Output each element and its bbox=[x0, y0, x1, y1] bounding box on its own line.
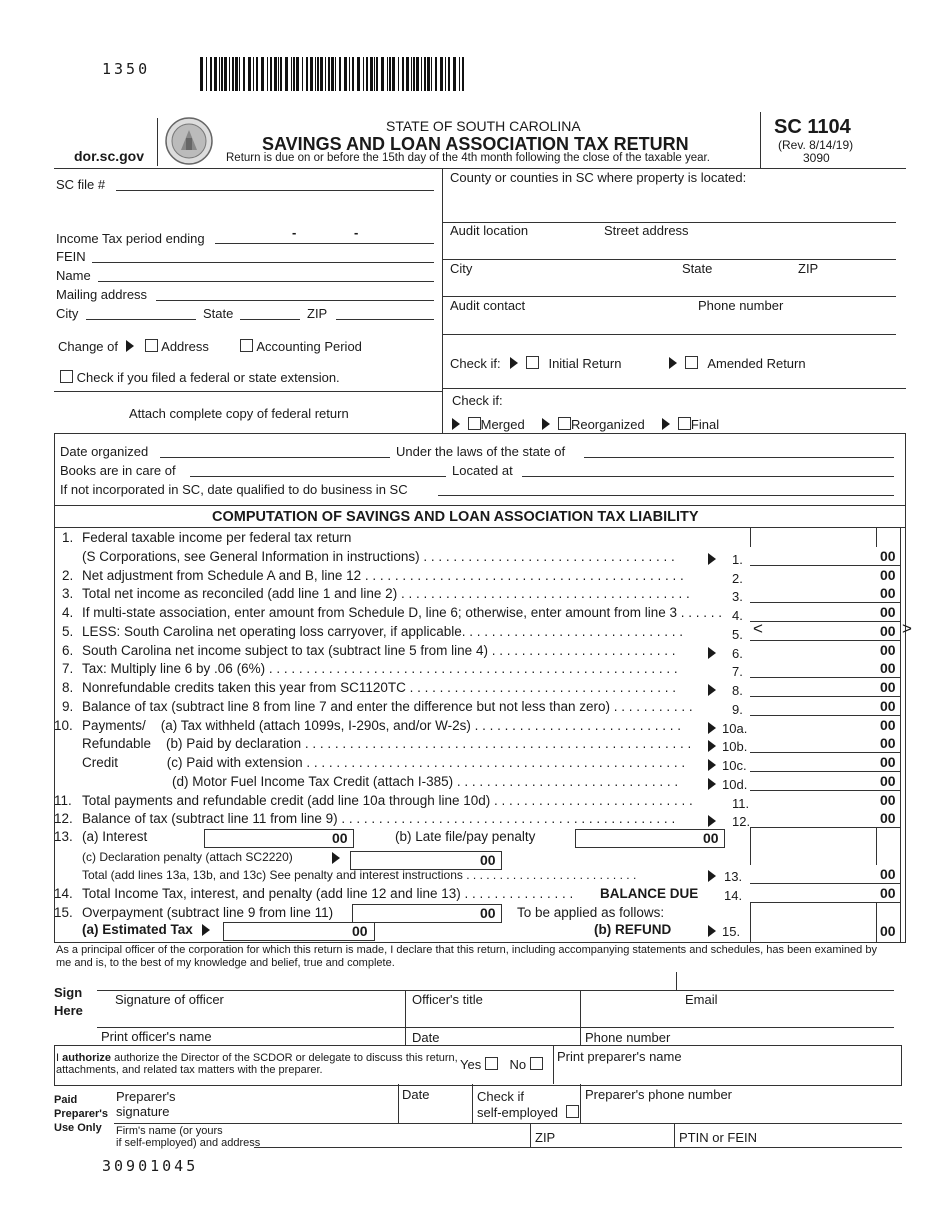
amount-field[interactable] bbox=[750, 716, 900, 735]
audit-phone-label: Phone number bbox=[698, 298, 784, 313]
name-label: Name bbox=[56, 268, 91, 283]
under-laws-label: Under the laws of the state of bbox=[396, 444, 566, 459]
authorize-i: I bbox=[56, 1052, 60, 1064]
arrow-icon bbox=[542, 418, 550, 430]
line-14-number: 14. bbox=[54, 886, 73, 901]
audit-city-label: City bbox=[450, 261, 473, 276]
line-text: Balance of tax (subtract line 11 from line 9) . . . . . . . . . . . . . . . . . . . . . . . . . . . . . . . . . . . . . . . . . . . . . bbox=[82, 811, 676, 827]
line-number: 7. bbox=[62, 661, 74, 677]
merged-label: Merged bbox=[480, 417, 525, 432]
line-13b-label: (b) Late file/pay penalty bbox=[395, 829, 536, 844]
barcode-bar bbox=[291, 57, 292, 91]
county-label: County or counties in SC where property is located: bbox=[450, 170, 747, 185]
final-label: Final bbox=[690, 417, 720, 432]
arrow-icon bbox=[669, 357, 677, 369]
paid-label: Paid bbox=[54, 1094, 78, 1106]
amount-cents: 00 bbox=[880, 735, 896, 752]
name-field[interactable] bbox=[98, 281, 434, 282]
arrow-icon bbox=[708, 739, 716, 754]
amount-cents: 00 bbox=[880, 716, 896, 733]
check-self-employed-1: Check if bbox=[477, 1089, 524, 1104]
zip-label: ZIP bbox=[307, 306, 328, 321]
audit-location-label: Audit location bbox=[450, 223, 529, 238]
line-text: South Carolina net income subject to tax (subtract line 5 from line 4) . . . . . . . . . . . . . . . . . . . . . . . . . bbox=[82, 642, 676, 658]
line-text: Refundable (b) Paid by declaration . . . . . . . . . . . . . . . . . . . . . . . . . . . . . . . . . . . . . . . . . . . . . . . . . . . . bbox=[82, 736, 692, 752]
use-only-label: Use Only bbox=[54, 1122, 102, 1134]
zip-field[interactable] bbox=[336, 319, 434, 320]
arrow-icon bbox=[708, 683, 716, 698]
line-text: (d) Motor Fuel Income Tax Credit (attach I-385) . . . . . . . . . . . . . . . . . . . . . . . . . . . . . . bbox=[82, 773, 679, 789]
line-text: Nonrefundable credits taken this year from SC1120TC . . . . . . . . . . . . . . . . . . . . . . . . . . . . . . . . . . . . bbox=[82, 680, 676, 695]
preparer-phone-label: Preparer's phone number bbox=[585, 1087, 733, 1102]
barcode-bar bbox=[229, 57, 230, 91]
line-13a-label: (a) Interest bbox=[82, 829, 148, 844]
extension-checkbox[interactable] bbox=[60, 370, 73, 383]
arrow-icon bbox=[708, 869, 716, 884]
date-organized-label: Date organized bbox=[60, 444, 149, 459]
preparer-date-label: Date bbox=[402, 1087, 430, 1102]
line-reference: 1. bbox=[732, 551, 743, 567]
check-if-return-row bbox=[450, 356, 806, 371]
period-dash: - bbox=[292, 225, 297, 240]
line-14-ref: 14. bbox=[724, 888, 743, 903]
accounting-period-checkbox[interactable] bbox=[240, 339, 253, 352]
barcode-bar bbox=[285, 57, 288, 91]
form-code-top: 1350 bbox=[102, 60, 151, 78]
form-title: SAVINGS AND LOAN ASSOCIATION TAX RETURN bbox=[262, 134, 689, 154]
line-13-number: 13. bbox=[54, 829, 73, 844]
barcode-bar bbox=[206, 57, 207, 91]
amount-cents: 00 bbox=[880, 791, 896, 808]
barcode-bar bbox=[296, 57, 299, 91]
audit-city-field[interactable] bbox=[442, 296, 896, 297]
line-14-label: Total Income Tax, interest, and penalty (add line 12 and line 13) . . . . . . . . . . . . . . . bbox=[82, 886, 574, 901]
barcode-bar bbox=[200, 57, 203, 91]
barcode-bar bbox=[366, 57, 368, 91]
state-field[interactable] bbox=[240, 319, 300, 320]
barcode-bar bbox=[424, 57, 426, 91]
preparers-label: Preparer's bbox=[54, 1108, 108, 1120]
line-13a-cents: 00 bbox=[332, 830, 348, 846]
books-label: Books are in care of bbox=[60, 463, 176, 478]
less-than-bracket: < bbox=[753, 619, 763, 638]
barcode-bar bbox=[235, 57, 238, 91]
line-reference: 8. bbox=[732, 683, 743, 698]
line-text: Net adjustment from Schedule A and B, line 12 . . . . . . . . . . . . . . . . . . . . . . . . . . . . . . . . . . . . . . . . . . . bbox=[82, 567, 684, 583]
line-number: 4. bbox=[62, 605, 74, 620]
barcode-bar bbox=[256, 57, 258, 91]
estimated-tax-cents: 00 bbox=[352, 923, 368, 939]
audit-address-field[interactable] bbox=[442, 259, 896, 260]
barcode-bar bbox=[253, 57, 254, 91]
arrow-icon bbox=[126, 340, 134, 352]
line-reference: 10d. bbox=[722, 776, 748, 792]
greater-than-bracket: > bbox=[902, 619, 912, 638]
barcode-bar bbox=[357, 57, 360, 91]
barcode-bar bbox=[349, 57, 350, 91]
barcode-bar bbox=[315, 57, 316, 91]
barcode-bar bbox=[440, 57, 443, 91]
barcode-bar bbox=[339, 57, 341, 91]
authorize-yes-no bbox=[460, 1057, 543, 1072]
state-seal-icon bbox=[164, 116, 214, 166]
period-label: Income Tax period ending bbox=[56, 231, 205, 246]
amount-field[interactable] bbox=[750, 603, 900, 622]
line-15-ref: 15. bbox=[722, 924, 741, 939]
barcode-bar bbox=[210, 57, 212, 91]
barcode-bar bbox=[453, 57, 456, 91]
estimated-tax-label: (a) Estimated Tax bbox=[82, 922, 193, 937]
line-number: 6. bbox=[62, 642, 74, 658]
declaration-text: As a principal officer of the corporation for which this return is made, I declare that this return, including accompanying statements and schedules, has been examined by me and is, to the best of my knowledge and belief, true and complete. bbox=[56, 944, 877, 969]
audit-state-label: State bbox=[682, 261, 713, 276]
barcode-bar bbox=[389, 57, 391, 91]
arrow-icon bbox=[510, 357, 518, 369]
state-name: STATE OF SOUTH CAROLINA bbox=[386, 118, 581, 134]
amount-field[interactable] bbox=[750, 791, 900, 810]
line-number: 2. bbox=[62, 567, 74, 583]
amount-cents: 00 bbox=[880, 622, 896, 639]
fein-field[interactable] bbox=[92, 262, 434, 263]
line-text: Total net income as reconciled (add line 1 and line 2) . . . . . . . . . . . . . . . . . . . . . . . . . . . . . . . . . . . . . . . bbox=[82, 586, 690, 602]
barcode-bar bbox=[331, 57, 334, 91]
line-number: 12. bbox=[54, 811, 73, 827]
self-employed-label: self-employed bbox=[477, 1105, 558, 1120]
books-field[interactable] bbox=[190, 476, 446, 477]
print-officer-label: Print officer's name bbox=[101, 1029, 212, 1044]
balance-due-label: BALANCE DUE bbox=[600, 886, 699, 901]
preparer-signature-label-1: Preparer's bbox=[116, 1089, 176, 1104]
amount-field[interactable] bbox=[750, 678, 900, 697]
change-of-label bbox=[58, 339, 362, 354]
no-label: No bbox=[509, 1057, 527, 1072]
barcode bbox=[198, 57, 470, 91]
amount-cents: 00 bbox=[880, 566, 896, 583]
barcode-bar bbox=[387, 57, 388, 91]
arrow-icon bbox=[332, 851, 340, 866]
line-reference: 10a. bbox=[722, 720, 748, 736]
not-incorporated-field[interactable] bbox=[438, 495, 894, 496]
barcode-bar bbox=[270, 57, 272, 91]
line-reference: 2. bbox=[732, 570, 743, 586]
barcode-bar bbox=[320, 57, 323, 91]
computation-title: COMPUTATION OF SAVINGS AND LOAN ASSOCIATION TAX LIABILITY bbox=[212, 509, 699, 525]
line-text: If multi-state association, enter amount from Schedule D, line 6; otherwise, enter amount from line 3 . . . . . . bbox=[82, 605, 723, 620]
barcode-bar bbox=[248, 57, 251, 91]
audit-contact-label: Audit contact bbox=[450, 298, 526, 313]
barcode-bar bbox=[411, 57, 412, 91]
barcode-bar bbox=[274, 57, 277, 91]
arrow-icon bbox=[662, 418, 670, 430]
address-checkbox[interactable] bbox=[145, 339, 158, 352]
barcode-bar bbox=[374, 57, 375, 91]
here-label: Here bbox=[54, 1003, 83, 1018]
line-reference: 10c. bbox=[722, 758, 747, 773]
line-reference: 11. bbox=[732, 795, 750, 811]
applied-label: To be applied as follows: bbox=[517, 905, 665, 920]
arrow-icon bbox=[708, 721, 716, 736]
amount-cents: 00 bbox=[880, 810, 896, 827]
barcode-bar bbox=[381, 57, 384, 91]
amount-field[interactable] bbox=[750, 753, 900, 772]
initial-return-checkbox[interactable] bbox=[526, 356, 539, 369]
line-reference: 10b. bbox=[722, 739, 748, 755]
line-text: Payments/ (a) Tax withheld (attach 1099s, I-290s, and/or W-2s) . . . . . . . . . . . . . . . . . . . . . . . . . . . . bbox=[82, 717, 681, 733]
fein-label: FEIN bbox=[56, 249, 86, 264]
barcode-bar bbox=[406, 57, 409, 91]
barcode-bar bbox=[243, 57, 245, 91]
barcode-bar bbox=[448, 57, 450, 91]
line-number: 11. bbox=[54, 792, 72, 808]
city-label: City bbox=[56, 306, 79, 321]
barcode-bar bbox=[344, 57, 347, 91]
extension-label: Check if you filed a federal or state extension. bbox=[76, 370, 340, 385]
amount-field[interactable] bbox=[750, 566, 900, 585]
amount-cents: 00 bbox=[880, 641, 896, 658]
line-13c-cents: 00 bbox=[480, 852, 496, 868]
sign-phone-label: Phone number bbox=[585, 1030, 671, 1045]
form-id: SC 1104 bbox=[774, 116, 851, 138]
amount-field[interactable] bbox=[750, 584, 900, 603]
not-incorporated-label: If not incorporated in SC, date qualified to do business in SC bbox=[60, 482, 408, 497]
arrow-icon bbox=[708, 552, 716, 567]
barcode-bar bbox=[352, 57, 354, 91]
barcode-bar bbox=[392, 57, 395, 91]
arrow-icon bbox=[708, 758, 716, 773]
line-13-ref: 13. bbox=[724, 869, 743, 884]
barcode-bar bbox=[402, 57, 404, 91]
barcode-bar bbox=[416, 57, 419, 91]
line-number: 5. bbox=[62, 623, 74, 639]
amount-field[interactable] bbox=[750, 734, 900, 753]
line-number: 10. bbox=[54, 717, 73, 733]
authorize-line-2: attachments, and related tax matters with the preparer. bbox=[56, 1064, 323, 1076]
line-text: Tax: Multiply line 6 by .06 (6%) . . . . . . . . . . . . . . . . . . . . . . . . . . . . . . . . . . . . . . . . . . . . . . . . . . . . . . . bbox=[82, 661, 678, 677]
amount-cents: 00 bbox=[880, 660, 896, 677]
amount-field[interactable] bbox=[750, 547, 900, 566]
amount-field[interactable] bbox=[750, 809, 900, 828]
print-preparer-label: Print preparer's name bbox=[557, 1049, 682, 1064]
form-code-bottom: 30901045 bbox=[102, 1157, 199, 1175]
final-checkbox[interactable] bbox=[678, 417, 691, 430]
barcode-bar bbox=[306, 57, 308, 91]
amount-cents: 00 bbox=[880, 604, 896, 620]
barcode-bar bbox=[239, 57, 240, 91]
form-number: 3090 bbox=[803, 151, 830, 165]
firm-zip-label: ZIP bbox=[535, 1130, 556, 1145]
barcode-bar bbox=[302, 57, 303, 91]
amount-field[interactable] bbox=[750, 772, 900, 791]
barcode-bar bbox=[310, 57, 313, 91]
line-number: 9. bbox=[62, 698, 74, 714]
barcode-bar bbox=[335, 57, 336, 91]
line-15-number: 15. bbox=[54, 905, 73, 920]
barcode-bar bbox=[398, 57, 399, 91]
line-text: Federal taxable income per federal tax return bbox=[82, 530, 352, 545]
officer-title-label: Officer's title bbox=[412, 992, 483, 1007]
line-reference: 9. bbox=[732, 701, 743, 717]
merged-checkbox[interactable] bbox=[468, 417, 481, 430]
barcode-bar bbox=[267, 57, 268, 91]
barcode-bar bbox=[431, 57, 432, 91]
barcode-bar bbox=[376, 57, 378, 91]
line-13-total-label: Total (add lines 13a, 13b, and 13c) See penalty and interest instructions . . . . . . . . . . . . . . . . . . . . . . . . . . bbox=[82, 868, 637, 882]
barcode-bar bbox=[221, 57, 223, 91]
authorize-text-1: authorize the Director of the SCDOR or delegate to discuss this return, bbox=[114, 1052, 458, 1064]
amount-field[interactable] bbox=[750, 697, 900, 716]
arrow-icon bbox=[708, 777, 716, 792]
address-option-label: Address bbox=[161, 339, 209, 354]
line-15-cents: 00 bbox=[480, 905, 496, 921]
barcode-bar bbox=[280, 57, 282, 91]
date-organized-field[interactable] bbox=[160, 457, 390, 458]
barcode-bar bbox=[278, 57, 279, 91]
line-13b-cents: 00 bbox=[703, 830, 719, 846]
email-label: Email bbox=[685, 992, 718, 1007]
line-reference: 6. bbox=[732, 645, 743, 661]
sc-file-label: SC file # bbox=[56, 177, 106, 192]
site-url: dor.sc.gov bbox=[74, 148, 145, 164]
form-revision: (Rev. 8/14/19) bbox=[778, 138, 854, 152]
line-13c-label: (c) Declaration penalty (attach SC2220) bbox=[82, 850, 293, 864]
reorganized-checkbox[interactable] bbox=[558, 417, 571, 430]
yes-label: Yes bbox=[460, 1057, 482, 1072]
amended-return-label: Amended Return bbox=[707, 356, 806, 371]
arrow-icon bbox=[452, 418, 460, 430]
line-15-label: Overpayment (subtract line 9 from line 11) bbox=[82, 905, 334, 920]
signature-label: Signature of officer bbox=[115, 992, 224, 1007]
amount-cents: 00 bbox=[880, 547, 896, 564]
barcode-bar bbox=[232, 57, 234, 91]
change-of-text: Change of bbox=[58, 339, 118, 354]
check-if-label: Check if: bbox=[450, 356, 501, 371]
sign-date-label: Date bbox=[412, 1030, 440, 1045]
preparer-signature-label-2: signature bbox=[116, 1104, 170, 1119]
audit-contact-field[interactable] bbox=[442, 334, 896, 335]
line-reference: 5. bbox=[732, 626, 743, 642]
line-text: Balance of tax (subtract line 8 from line 7 and enter the difference but not less than zero) . . . . . . . . . . . bbox=[82, 698, 693, 714]
line-reference: 7. bbox=[732, 664, 743, 680]
amount-cents: 00 bbox=[880, 585, 896, 602]
line-text: Total payments and refundable credit (add line 10a through line 10d) . . . . . . . . . . . . . . . . . . . . . . . . . . . bbox=[82, 792, 693, 808]
barcode-bar bbox=[317, 57, 319, 91]
amount-cents: 00 bbox=[880, 697, 896, 714]
amount-cents: 00 bbox=[880, 772, 896, 789]
arrow-icon bbox=[708, 814, 716, 829]
refund-cents: 00 bbox=[880, 923, 896, 939]
period-field[interactable] bbox=[215, 243, 434, 244]
line-text: LESS: South Carolina net operating loss carryover, if applicable. . . . . . . . . . . . . . . . . . . . . . . . . . . . . . bbox=[82, 623, 684, 639]
amount-field[interactable] bbox=[750, 641, 900, 660]
amount-field[interactable] bbox=[750, 659, 900, 678]
amended-return-checkbox[interactable] bbox=[685, 356, 698, 369]
barcode-bar bbox=[427, 57, 430, 91]
line-text: Credit (c) Paid with extension . . . . . . . . . . . . . . . . . . . . . . . . . . . . . . . . . . . . . . . . . . . . . . . . . . . bbox=[82, 755, 686, 770]
line-14-cents: 00 bbox=[880, 885, 896, 901]
yes-checkbox[interactable] bbox=[485, 1057, 498, 1070]
city-field[interactable] bbox=[86, 319, 196, 320]
barcode-bar bbox=[325, 57, 326, 91]
line-14-amount[interactable] bbox=[750, 884, 900, 903]
firm-label-1: Firm's name (or yours bbox=[116, 1125, 223, 1137]
state-label: State bbox=[203, 306, 234, 321]
line-number: 3. bbox=[62, 586, 74, 602]
initial-return-label: Initial Return bbox=[548, 356, 622, 371]
under-laws-field[interactable] bbox=[584, 457, 894, 458]
self-employed-row bbox=[477, 1105, 579, 1120]
barcode-bar bbox=[435, 57, 437, 91]
status-options-row bbox=[452, 417, 719, 432]
self-employed-checkbox[interactable] bbox=[566, 1105, 579, 1118]
accounting-period-label: Accounting Period bbox=[256, 339, 362, 354]
line-13-cents: 00 bbox=[880, 866, 896, 882]
barcode-bar bbox=[328, 57, 330, 91]
firm-address-field[interactable] bbox=[254, 1147, 530, 1148]
amount-field[interactable] bbox=[750, 622, 900, 641]
no-checkbox[interactable] bbox=[530, 1057, 543, 1070]
arrow-icon bbox=[708, 924, 716, 939]
barcode-bar bbox=[445, 57, 446, 91]
barcode-bar bbox=[219, 57, 220, 91]
sc-file-field[interactable] bbox=[116, 190, 434, 191]
audit-zip-label: ZIP bbox=[798, 261, 819, 276]
barcode-bar bbox=[261, 57, 264, 91]
attach-federal-note: Attach complete copy of federal return bbox=[129, 406, 349, 421]
barcode-bar bbox=[413, 57, 415, 91]
barcode-bar bbox=[214, 57, 217, 91]
mailing-field[interactable] bbox=[156, 300, 434, 301]
extension-row bbox=[60, 370, 340, 385]
due-date-note: Return is due on or before the 15th day of the 4th month following the close of the taxable year. bbox=[226, 152, 710, 164]
barcode-bar bbox=[363, 57, 364, 91]
ptin-label: PTIN or FEIN bbox=[679, 1130, 758, 1145]
arrow-icon bbox=[202, 923, 210, 938]
located-at-field[interactable] bbox=[522, 476, 894, 477]
period-dash: - bbox=[354, 225, 359, 240]
check-if-label-2: Check if: bbox=[452, 393, 503, 408]
authorize-line-1: I authorize authorize the Director of the SCDOR or delegate to discuss this return, bbox=[56, 1052, 458, 1064]
amount-cents: 00 bbox=[880, 754, 896, 770]
street-address-label: Street address bbox=[604, 223, 689, 238]
line-13-amount[interactable] bbox=[750, 865, 900, 884]
amount-cents: 00 bbox=[880, 679, 896, 695]
line-reference: 12. bbox=[732, 814, 751, 830]
refund-label: (b) REFUND bbox=[594, 922, 672, 937]
line-reference: 3. bbox=[732, 589, 743, 605]
reorganized-label: Reorganized bbox=[570, 417, 645, 432]
sign-label: Sign bbox=[54, 985, 83, 1000]
line-number: 8. bbox=[62, 680, 74, 695]
located-at-label: Located at bbox=[452, 463, 513, 478]
barcode-bar bbox=[459, 57, 460, 91]
line-number: 1. bbox=[62, 530, 74, 545]
barcode-bar bbox=[462, 57, 464, 91]
barcode-bar bbox=[224, 57, 227, 91]
line-text: (S Corporations, see General Information in instructions) . . . . . . . . . . . . . . . . . . . . . . . . . . . . . . . . . . bbox=[82, 548, 675, 564]
barcode-bar bbox=[370, 57, 373, 91]
arrow-icon bbox=[708, 646, 716, 661]
firm-label-2: if self-employed) and address bbox=[116, 1137, 261, 1149]
mailing-label: Mailing address bbox=[56, 287, 148, 302]
line-reference: 4. bbox=[732, 608, 743, 623]
barcode-bar bbox=[421, 57, 422, 91]
barcode-bar bbox=[293, 57, 295, 91]
